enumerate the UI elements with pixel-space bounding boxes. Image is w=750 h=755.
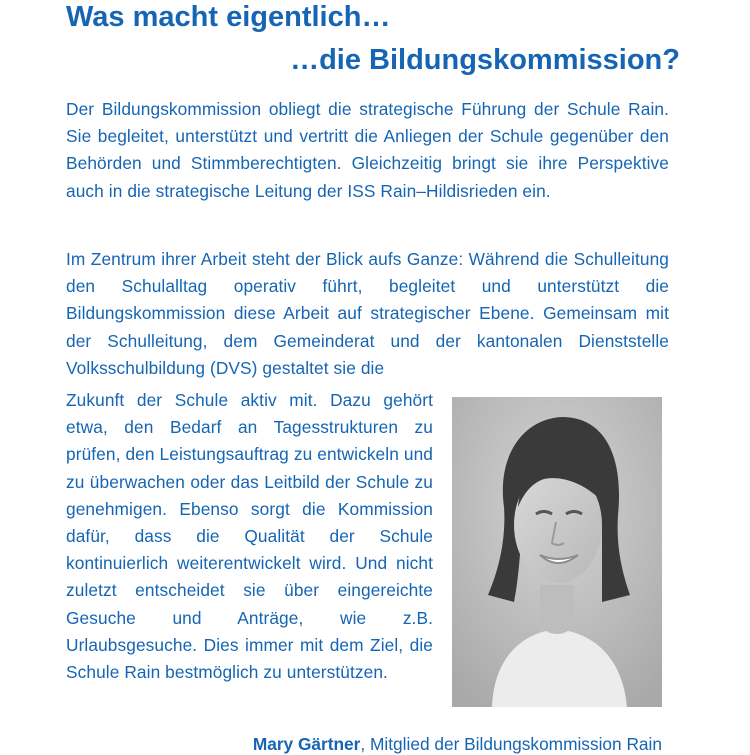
photo-caption (66, 733, 662, 755)
caption-name: Mary Gärtner (252, 734, 361, 754)
intro-paragraph: Der Bildungskommission obliegt die strategische Führung der Schule Rain. Sie begleitet, unterstützt und vertritt die Anliegen der Schule gegenüber den Behörden und Stimmberechtigten. Gleichzeitig bringt sie ihre Perspektive auch in die strategische Leitung der ISS Rain–Hildisrieden ein. (66, 99, 669, 201)
caption-role: , Mitglied der Bildungskommission Rain (360, 734, 662, 754)
portrait-photo (452, 397, 662, 707)
body-paragraph: Im Zentrum ihrer Arbeit steht der Blick aufs Ganze: Während die Schulleitung den Schulalltag operativ führt, begleitet und unterstützt die Bildungskommission diese Arbeit auf strategischer Ebene. Gemeinsam mit der Schulleitung, dem Gemeinderat und der kantonalen Dienststelle Volksschulbildung (DVS) gestaltet sie die (66, 249, 669, 378)
page-title-line-2: …die Bildungskommission? (290, 44, 680, 76)
body-paragraph-continued: Zukunft der Schule aktiv mit. Dazu gehört etwa, den Bedarf an Tagesstrukturen zu prüfen, den Leistungsauftrag zu entwickeln und zu überwachen oder das Leitbild der Schule zu genehmigen. Ebenso sorgt die Kommission dafür, dass die Qualität der Schule kontinuierlich weiterentwickelt wird. Und nicht zuletzt entscheidet sie über eingereichte Gesuche und Anträge, wie z.B. Urlaubsgesuche. Dies immer mit dem Ziel, die Schule Rain bestmöglich zu unterstützen. (66, 390, 433, 683)
page-title-line-1: Was macht eigentlich… (66, 1, 391, 33)
